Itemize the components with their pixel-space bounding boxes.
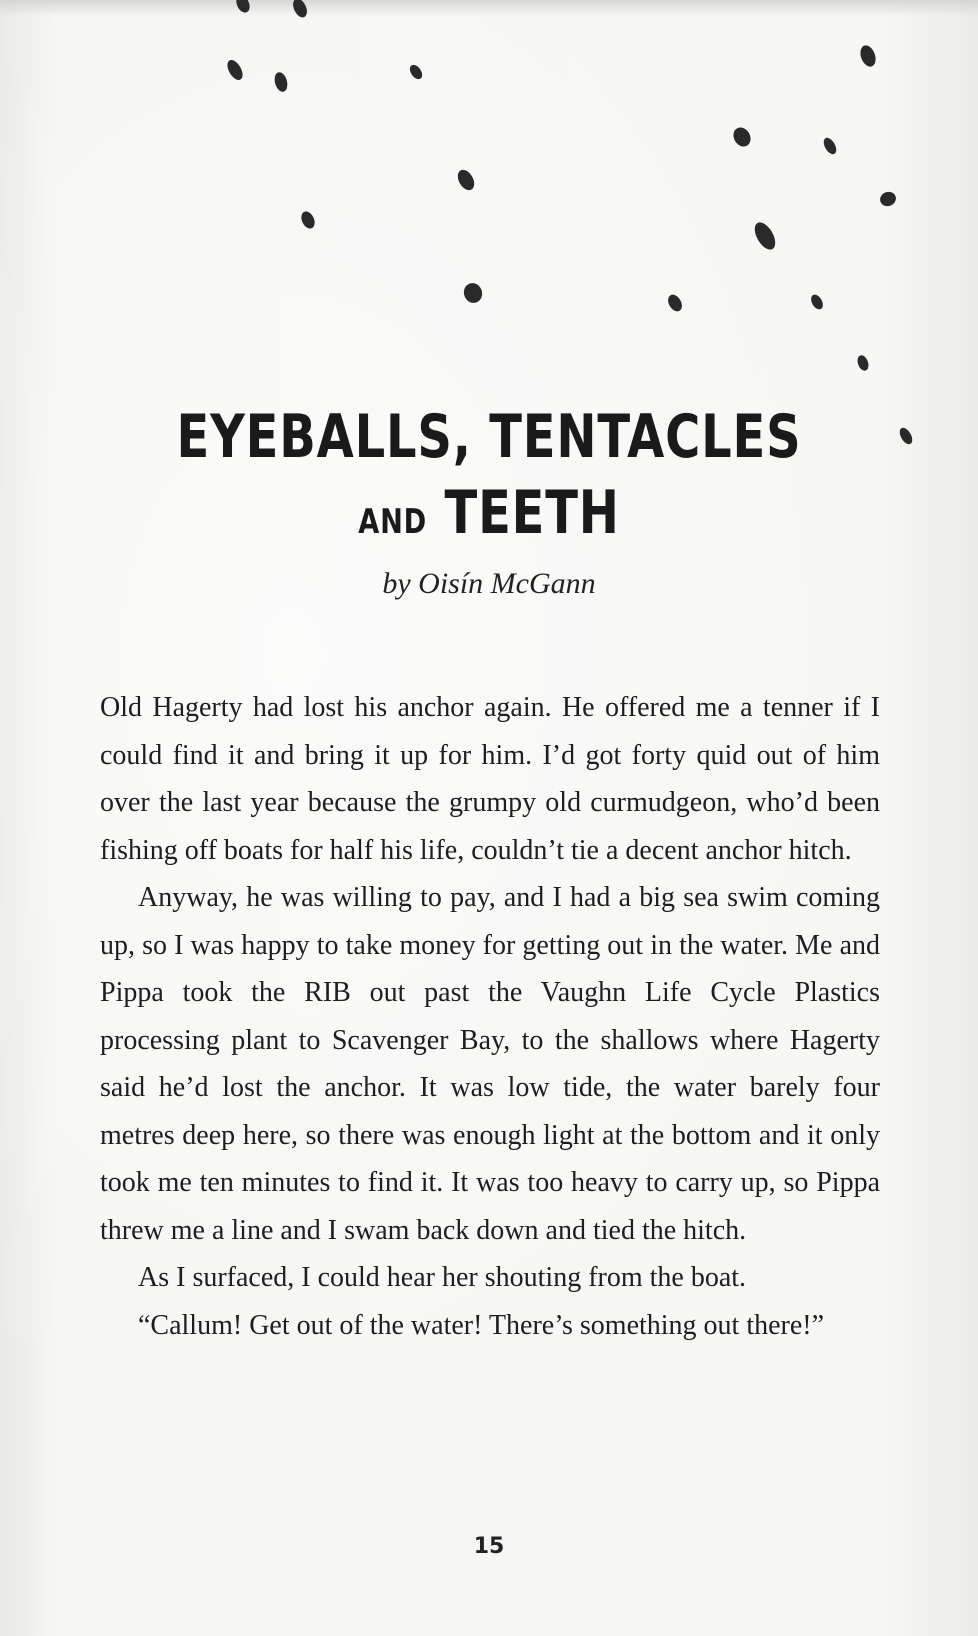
droplet bbox=[858, 43, 879, 68]
chapter-title-and: AND bbox=[358, 502, 428, 542]
page-number: 15 bbox=[473, 1534, 505, 1559]
droplet bbox=[290, 0, 309, 20]
chapter-body-text bbox=[100, 684, 880, 1349]
droplet bbox=[454, 167, 477, 193]
droplet bbox=[224, 57, 245, 82]
chapter-title-line1: EYEBALLS, TENTACLES bbox=[176, 402, 802, 472]
chapter-title-teeth: TEETH bbox=[444, 478, 620, 548]
droplet bbox=[234, 0, 252, 15]
paragraph-4: “Callum! Get out of the water! There’s something out there!” bbox=[138, 1309, 825, 1341]
author-byline: by Oisín McGann bbox=[382, 567, 596, 600]
droplet bbox=[878, 190, 898, 209]
droplet bbox=[730, 124, 754, 149]
droplet bbox=[273, 71, 290, 93]
droplet bbox=[461, 281, 485, 306]
paragraph-1: Old Hagerty had lost his anchor again. He offered me a tenner if I could find it and bring it up for him. I’d got forty quid out of him over the last year because the grumpy old curmudgeon, who’d been fishing off boats for half his life, couldn’t tie a decent anchor hitch. bbox=[100, 692, 880, 866]
chapter-title-line2 bbox=[98, 478, 880, 557]
droplet bbox=[821, 136, 839, 157]
droplet bbox=[809, 293, 826, 312]
droplet bbox=[751, 219, 780, 253]
droplet bbox=[897, 426, 915, 447]
paragraph-2: Anyway, he was willing to pay, and I had a big sea swim coming up, so I was happy to take money for getting out in the water. Me and Pippa took the RIB out past the Vaughn Life Cycle Plastics processing plant to Scavenger Bay, to the shallows where Hagerty said he’d lost the anchor. It was low tide, the water barely four metres deep here, so there was enough light at the bottom and it only took me ten minutes to find it. It was too heavy to carry up, so Pippa threw me a line and I swam back down and tied the hitch. bbox=[100, 882, 880, 1246]
droplet bbox=[299, 209, 317, 230]
ink-droplets-decoration bbox=[0, 0, 978, 470]
droplet bbox=[407, 63, 424, 82]
droplet bbox=[856, 354, 871, 372]
droplet bbox=[665, 292, 684, 314]
paragraph-3: As I surfaced, I could hear her shouting from the boat. bbox=[138, 1262, 747, 1293]
